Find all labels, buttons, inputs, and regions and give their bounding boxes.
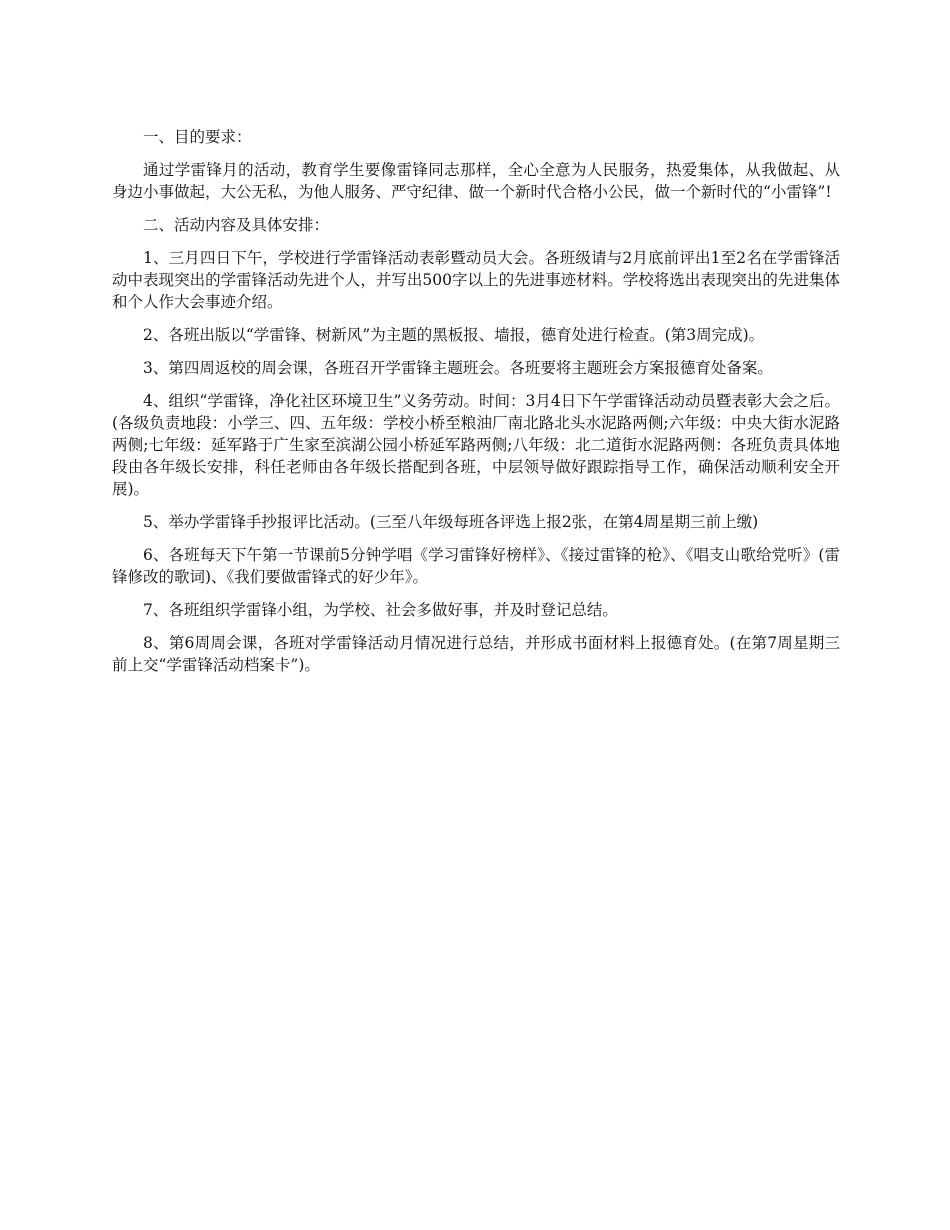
- activity-item-3: 3、第四周返校的周会课，各班召开学雷锋主题班会。各班要将主题班会方案报德育处备案。: [143, 359, 773, 377]
- activity-item-8: 8、第6周周会课，各班对学雷锋活动月情况进行总结，并形成书面材料上报德育处。(在第7周星期三前上交“学雷锋活动档案卡”)。: [112, 634, 840, 674]
- activity-item-2: 2、各班出版以“学雷锋、树新风”为主题的黑板报、墙报，德育处进行检查。(第3周完成)。: [143, 326, 765, 344]
- goals-paragraph: 通过学雷锋月的活动，教育学生要像雷锋同志那样，全心全意为人民服务，热爱集体，从我做起、从身边小事做起，大公无私，为他人服务、严守纪律、做一个新时代合格小公民，做一个新时代的“小雷锋”!: [112, 161, 840, 201]
- activity-item-6: 6、各班每天下午第一节课前5分钟学唱《学习雷锋好榜样》、《接过雷锋的枪》、《唱支山歌给党听》(雷锋修改的歌词)、《我们要做雷锋式的好少年》。: [112, 546, 840, 586]
- activity-item-4: 4、组织“学雷锋，净化社区环境卫生”义务劳动。时间：3月4日下午学雷锋活动动员暨表彰大会之后。(各级负责地段：小学三、四、五年级：学校小桥至粮油厂南北路北头水泥路两侧;六年级：中央大街水泥路两侧;七年级：延军路于广生家至滨湖公园小桥延军路两侧;八年级：北二道街水泥路两侧：各班负责具体地段由各年级长安排，科任老师由各年级长搭配到各班，中层领导做好跟踪指导工作，确保活动顺利安全开展)。: [112, 392, 840, 498]
- document-body: [112, 126, 840, 687]
- section-heading-activities: 二、活动内容及具体安排：: [143, 216, 330, 234]
- activity-item-5: 5、举办学雷锋手抄报评比活动。(三至八年级每班各评选上报2张，在第4周星期三前上缴): [143, 513, 759, 531]
- activity-item-1: 1、三月四日下午，学校进行学雷锋活动表彰暨动员大会。各班级请与2月底前评出1至2名在学雷锋活动中表现突出的学雷锋活动先进个人，并写出500字以上的先进事迹材料。学校将选出表现突出的先进集体和个人作大会事迹介绍。: [112, 249, 840, 311]
- activity-item-7: 7、各班组织学雷锋小组，为学校、社会多做好事，并及时登记总结。: [143, 601, 618, 619]
- section-heading-goals: 一、目的要求：: [143, 128, 252, 146]
